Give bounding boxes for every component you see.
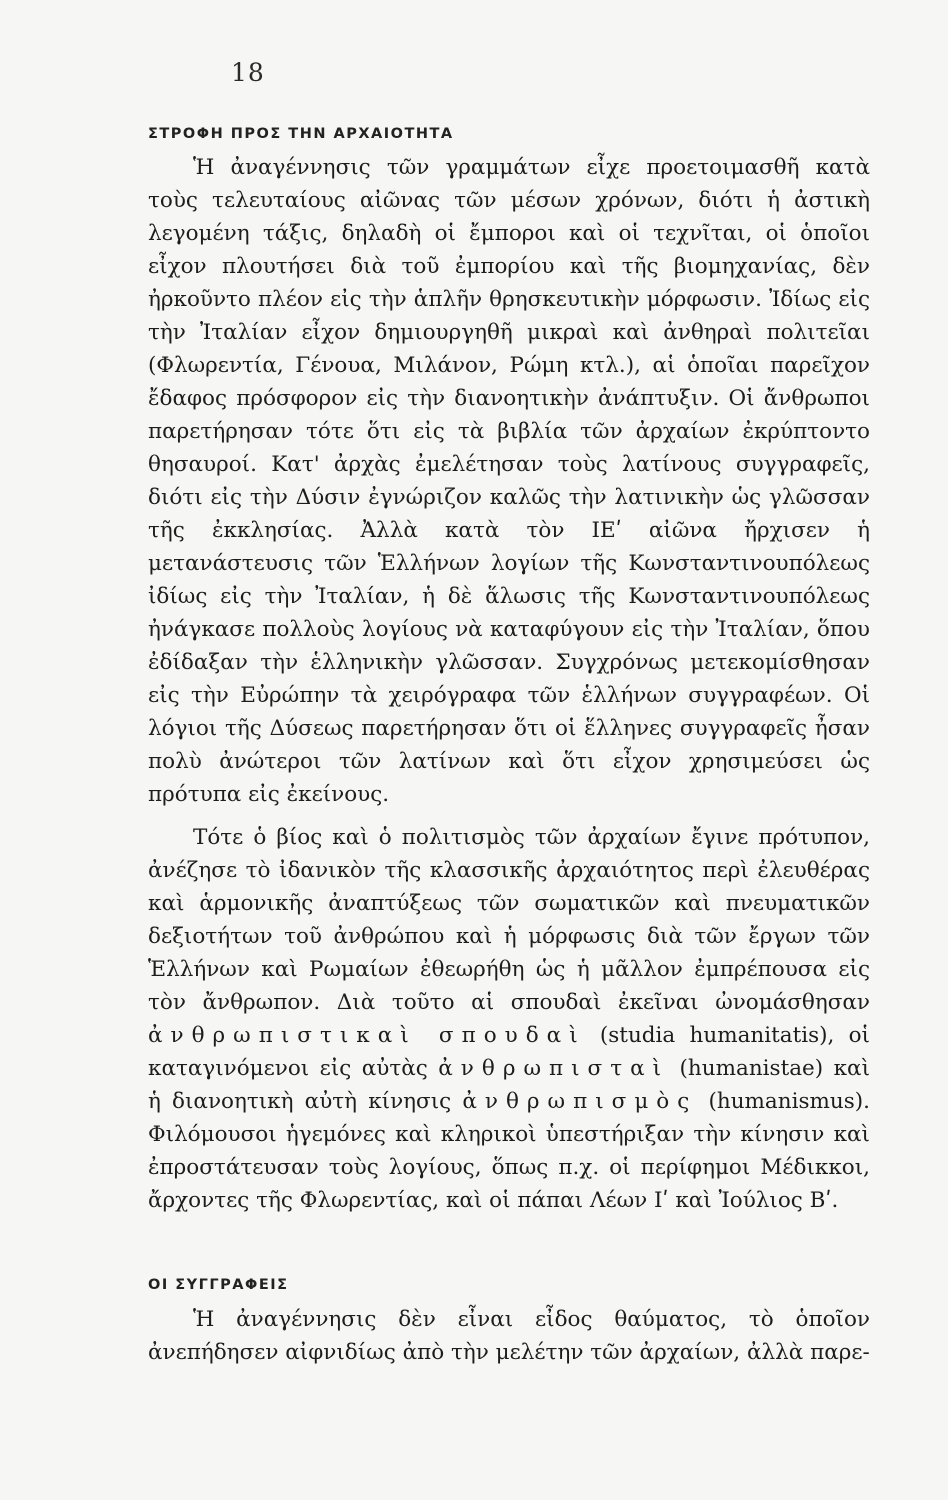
spaced-term: ἀνθρωπισμὸς	[462, 1089, 698, 1114]
section-heading: ΟΙ ΣΥΓΓΡΑΦΕΙΣ	[148, 1277, 289, 1293]
body-paragraph	[148, 821, 870, 1217]
spaced-term: ἀνθρωπισταὶ	[438, 1056, 670, 1081]
paragraph-text: (studia humanitatis), οἱ καταγινόμενοι εἰς αὐτὰς	[148, 1023, 870, 1081]
paragraph-text: Τότε ὁ βίος καὶ ὁ πολιτισμὸς τῶν ἀρχαίων ἔγινε πρότυπον, ἀνέζησε τὸ ἰδανικὸν τῆς κλασσικῆς ἀρχαιότητος περὶ ἐλευθέρας καὶ ἁρμονικῆς ἀναπτύξεως τῶν σωματικῶν καὶ πνευματικῶν δεξιοτήτων τοῦ ἀνθρώπου καὶ ἡ μόρφωσις διὰ τῶν ἔργων τῶν Ἑλλήνων καὶ Ρωμαίων ἐθεωρήθη ὡς ἡ μᾶλλον ἐμπρέπουσα εἰς τὸν ἄνθρωπον. Διὰ τοῦτο αἱ σπουδαὶ ἐκεῖναι ὠνομάσθησαν	[148, 825, 870, 1015]
body-paragraph: Ἡ ἀναγέννησις δὲν εἶναι εἶδος θαύματος, τὸ ὁποῖον ἀνεπήδησεν αἰφνιδίως ἀπὸ τὴν μελέτην τῶν ἀρχαίων, ἀλλὰ παρε-	[148, 1307, 870, 1365]
body-paragraph: Ἡ ἀναγέννησις τῶν γραμμάτων εἶχε προετοιμασθῆ κατὰ τοὺς τελευταίους αἰῶνας τῶν μέσων χρόνων, διότι ἡ ἀστικὴ λεγομένη τάξις, δηλαδὴ οἱ ἔμποροι καὶ οἱ τεχνῖται, οἱ ὁποῖοι εἶχον πλουτήσει διὰ τοῦ ἐμπορίου καὶ τῆς βιομηχανίας, δὲν ἠρκοῦντο πλέον εἰς τὴν ἁπλῆν θρησκευτικὴν μόρφωσιν. Ἰδίως εἰς τὴν Ἰταλίαν εἶχον δημιουργηθῆ μικραὶ καὶ ἀνθηραὶ πολιτεῖαι (Φλωρεντία, Γένουα, Μιλάνον, Ρώμη κτλ.), αἱ ὁποῖαι παρεῖχον ἔδαφος πρόσφορον εἰς τὴν διανοητικὴν ἀνάπτυξιν. Οἱ ἄνθρωποι παρετήρησαν τότε ὅτι εἰς τὰ βιβλία τῶν ἀρχαίων ἐκρύπτοντο θησαυροί. Κατ' ἀρχὰς ἐμελέτησαν τοὺς λατίνους συγγραφεῖς, διότι εἰς τὴν Δύσιν ἐγνώριζον καλῶς τὴν λατινικὴν ὡς γλῶσσαν τῆς ἐκκλησίας. Ἀλλὰ κατὰ τὸν ΙΕʹ αἰῶνα ἤρχισεν ἡ μετανάστευσις τῶν Ἑλλήνων λογίων τῆς Κωνσταντινουπόλεως ἰδίως εἰς τὴν Ἰταλίαν, ἡ δὲ ἅλωσις τῆς Κωνσταντινουπόλεως ἠνάγκασε πολλοὺς λογίους νὰ καταφύγουν εἰς τὴν Ἰταλίαν, ὅπου ἐδίδαξαν τὴν ἑλληνικὴν γλῶσσαν. Συγχρόνως μετεκομίσθησαν εἰς τὴν Εὐρώπην τὰ χειρόγραφα τῶν ἑλλήνων συγγραφέων. Οἱ λόγιοι τῆς Δύσεως παρετήρησαν ὅτι οἱ ἕλληνες συγγραφεῖς ἦσαν πολὺ ἀνώτεροι τῶν λατίνων καὶ ὅτι εἶχον χρησιμεύσει ὡς πρότυπα εἰς ἐκείνους.	[148, 155, 870, 807]
section-heading: ΣΤΡΟΦΗ ΠΡΟΣ ΤΗΝ ΑΡΧΑΙΟΤΗΤΑ	[148, 126, 454, 142]
paragraph-text: (humanistae) καὶ ἡ διανοητικὴ αὐτὴ κίνησις	[148, 1056, 871, 1114]
paragraph-text: (humanismus). Φιλόμουσοι ἡγεμόνες καὶ κληρικοὶ ὑπεστήριξαν τὴν κίνησιν καὶ ἐπροστάτευσαν τοὺς λογίους, ὅπως π.χ. οἱ περίφημοι Μέδικκοι, ἄρχοντες τῆς Φλωρεντίας, καὶ οἱ πάπαι Λέων Ιʹ καὶ Ἰούλιος Βʹ.	[148, 1089, 870, 1213]
page-number: 18	[231, 58, 265, 87]
spaced-term: ἀνθρωπιστικαὶ σπουδαὶ	[148, 1023, 586, 1048]
